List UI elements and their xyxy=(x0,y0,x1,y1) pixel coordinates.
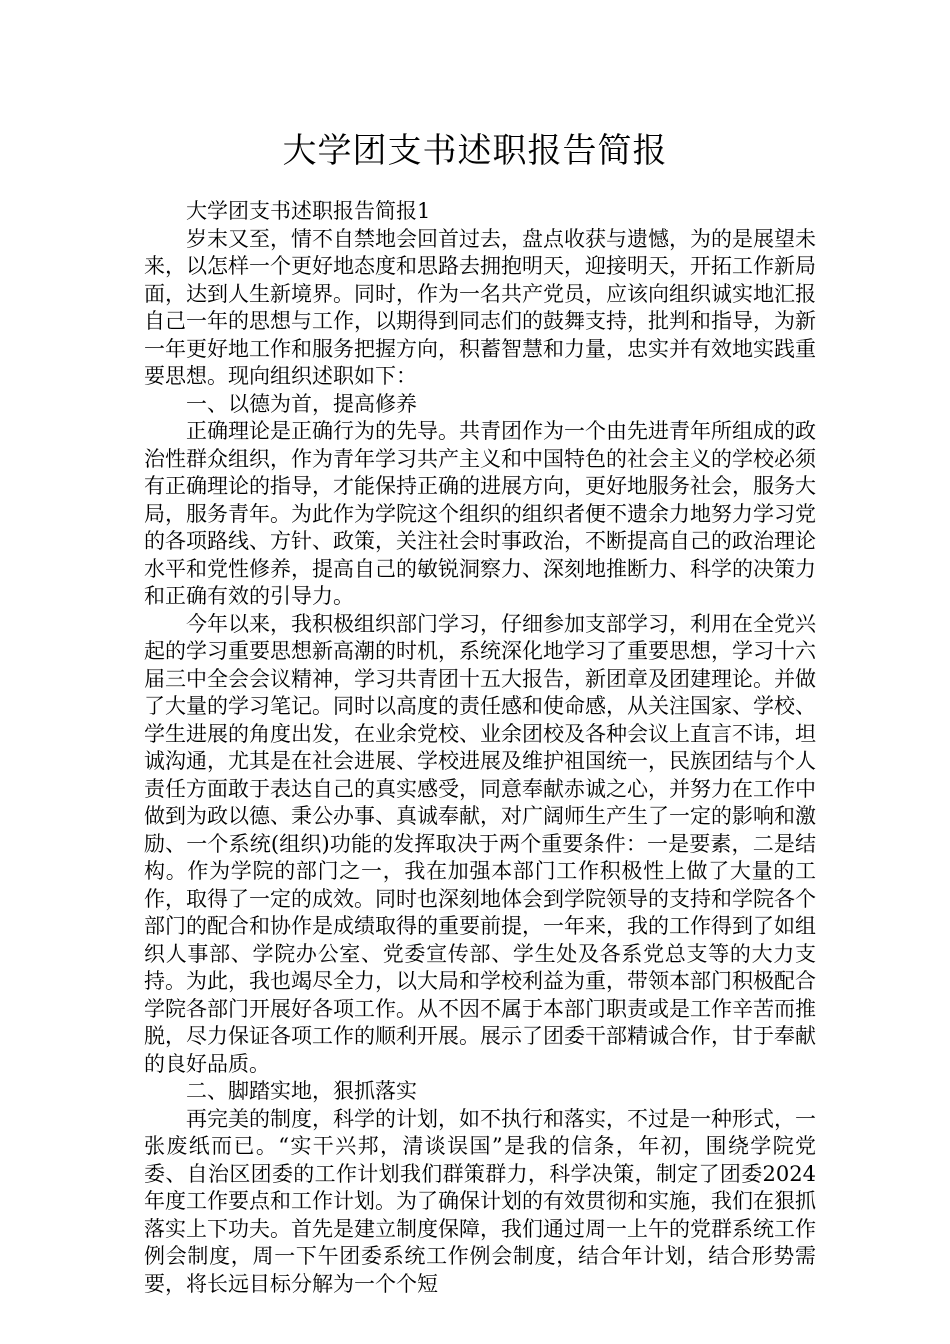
paragraph: 再完美的制度，科学的计划，如不执行和落实，不过是一种形式，一张废纸而已。“实干兴邦，清谈误国”是我的信条，年初，围绕学院党委、自治区团委的工作计划我们群策群力，科学决策，制定了团委2024年度工作要点和工作计划。为了确保计划的有效贯彻和实施，我们在狠抓落实上下功夫。首先是建立制度保障，我们通过周一上午的党群系统工作例会制度，周一下午团委系统工作例会制度，结合年计划，结合形势需要，将长远目标分解为一个个短 xyxy=(144,1106,816,1296)
paragraph-subtitle: 大学团支书述职报告简报1 xyxy=(186,199,431,223)
paragraph: 岁末又至，情不自禁地会回首过去，盘点收获与遗憾，为的是展望未来，以怎样一个更好地态度和思路去拥抱明天，迎接明天，开拓工作新局面，达到人生新境界。同时，作为一名共产党员，应该向组织诚实地汇报自己一年的思想与工作，以期得到同志们的鼓舞支持，批判和指导，为新一年更好地工作和服务把握方向，积蓄智慧和力量，忠实并有效地实践重要思想。现向组织述职如下： xyxy=(144,226,816,388)
section-heading: 二、脚踏实地，狠抓落实 xyxy=(186,1079,417,1103)
paragraph: 正确理论是正确行为的先导。共青团作为一个由先进青年所组成的政治性群众组织，作为青年学习共产主义和中国特色的社会主义的学校必须有正确理论的指导，才能保持正确的进展方向，更好地服务社会，服务大局，服务青年。为此作为学院这个组织的组织者便不遗余力地努力学习党的各项路线、方针、政策，关注社会时事政治，不断提高自己的政治理论水平和党性修养，提高自己的敏锐洞察力、深刻地推断力、科学的决策力和正确有效的引导力。 xyxy=(144,419,816,608)
paragraph: 今年以来，我积极组织部门学习，仔细参加支部学习，利用在全党兴起的学习重要思想新高潮的时机，系统深化地学习了重要思想，学习十六届三中全会会议精神，学习共青团十五大报告，新团章及团建理论。并做了大量的学习笔记。同时以高度的责任感和使命感，从关注国家、学校、学生进展的角度出发，在业余党校、业余团校及各种会议上直言不讳，坦诚沟通，尤其是在社会进展、学校进展及维护祖国统一，民族团结与个人责任方面敢于表达自己的真实感受，同意奉献赤诚之心，并努力在工作中做到为政以德、秉公办事、真诚奉献，对广阔师生产生了一定的影响和激励、一个系统(组织)功能的发挥取决于两个重要条件：一是要素，二是结构。作为学院的部门之一，我在加强本部门工作积极性上做了大量的工作，取得了一定的成效。同时也深刻地体会到学院领导的支持和学院各个部门的配合和协作是成绩取得的重要前提，一年来，我的工作得到了如组织人事部、学院办公室、党委宣传部、学生处及各系党总支等的大力支持。为此，我也竭尽全力，以大局和学校利益为重，带领本部门积极配合学院各部门开展好各项工作。从不因不属于本部门职责或是工作辛苦而推脱，尽力保证各项工作的顺利开展。展示了团委干部精诚合作，甘于奉献的良好品质。 xyxy=(144,611,816,1076)
document-title: 大学团支书述职报告简报 xyxy=(282,131,668,171)
section-heading: 一、以德为首，提高修养 xyxy=(186,391,417,416)
document-body xyxy=(144,198,816,1298)
